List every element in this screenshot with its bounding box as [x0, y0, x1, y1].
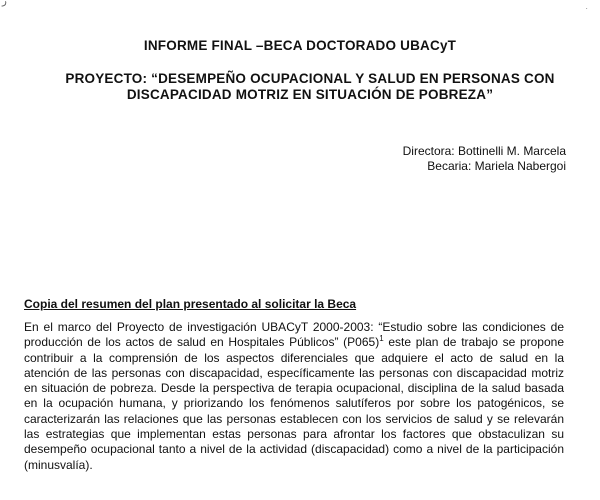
footnote-marker: 1 — [379, 334, 384, 344]
section-heading: Copia del resumen del plan presentado al solicitar la Beca — [24, 297, 357, 311]
fellow-line: Becaria: Mariela Nabergoi — [427, 159, 566, 173]
project-title-line-2: DISCAPACIDAD MOTRIZ EN SITUACIÓN DE POBREZA” — [126, 87, 494, 102]
scan-mark-left: ر — [2, 0, 7, 7]
staff-block — [403, 144, 566, 174]
abstract-text-part-2: este plan de trabajo se propone contribuir a la comprensión de los aspectos diferenciales que adquiere el acto de salud en la atención de las personas con discapacidad, específicamente las personas con discapacidad motriz en situación de pobreza. Desde la perspectiva de terapia ocupacional, disciplina de la salud basada en la ocupación humana, y priorizando los fenómenos salutíferos por sobre los patogénicos, se caracterizarán las relaciones que las personas establecen con los servicios de salud y se relevarán las estrategias que implementan estas personas para afrontar los factores que obstaculizan su desempeño ocupacional tanto a nivel de la actividad (discapacidad) como a nivel de la participación (minusvalía). — [24, 335, 565, 472]
director-line: Directora: Bottinelli M. Marcela — [402, 144, 566, 158]
abstract-text-part-1: En el marco del Proyecto de investigación UBACyT 2000-2003: “Estudio sobre las condiciones de producción de los actos de salud en Hospitales Públicos” (P065) — [24, 320, 564, 350]
scan-mark-right: · — [585, 4, 588, 13]
project-title — [30, 71, 590, 103]
abstract-paragraph — [24, 320, 564, 473]
report-title: INFORME FINAL –BECA DOCTORADO UBACyT — [143, 38, 457, 53]
project-title-line-1: PROYECTO: “DESEMPEÑO OCUPACIONAL Y SALUD EN PERSONAS CON — [65, 71, 555, 86]
